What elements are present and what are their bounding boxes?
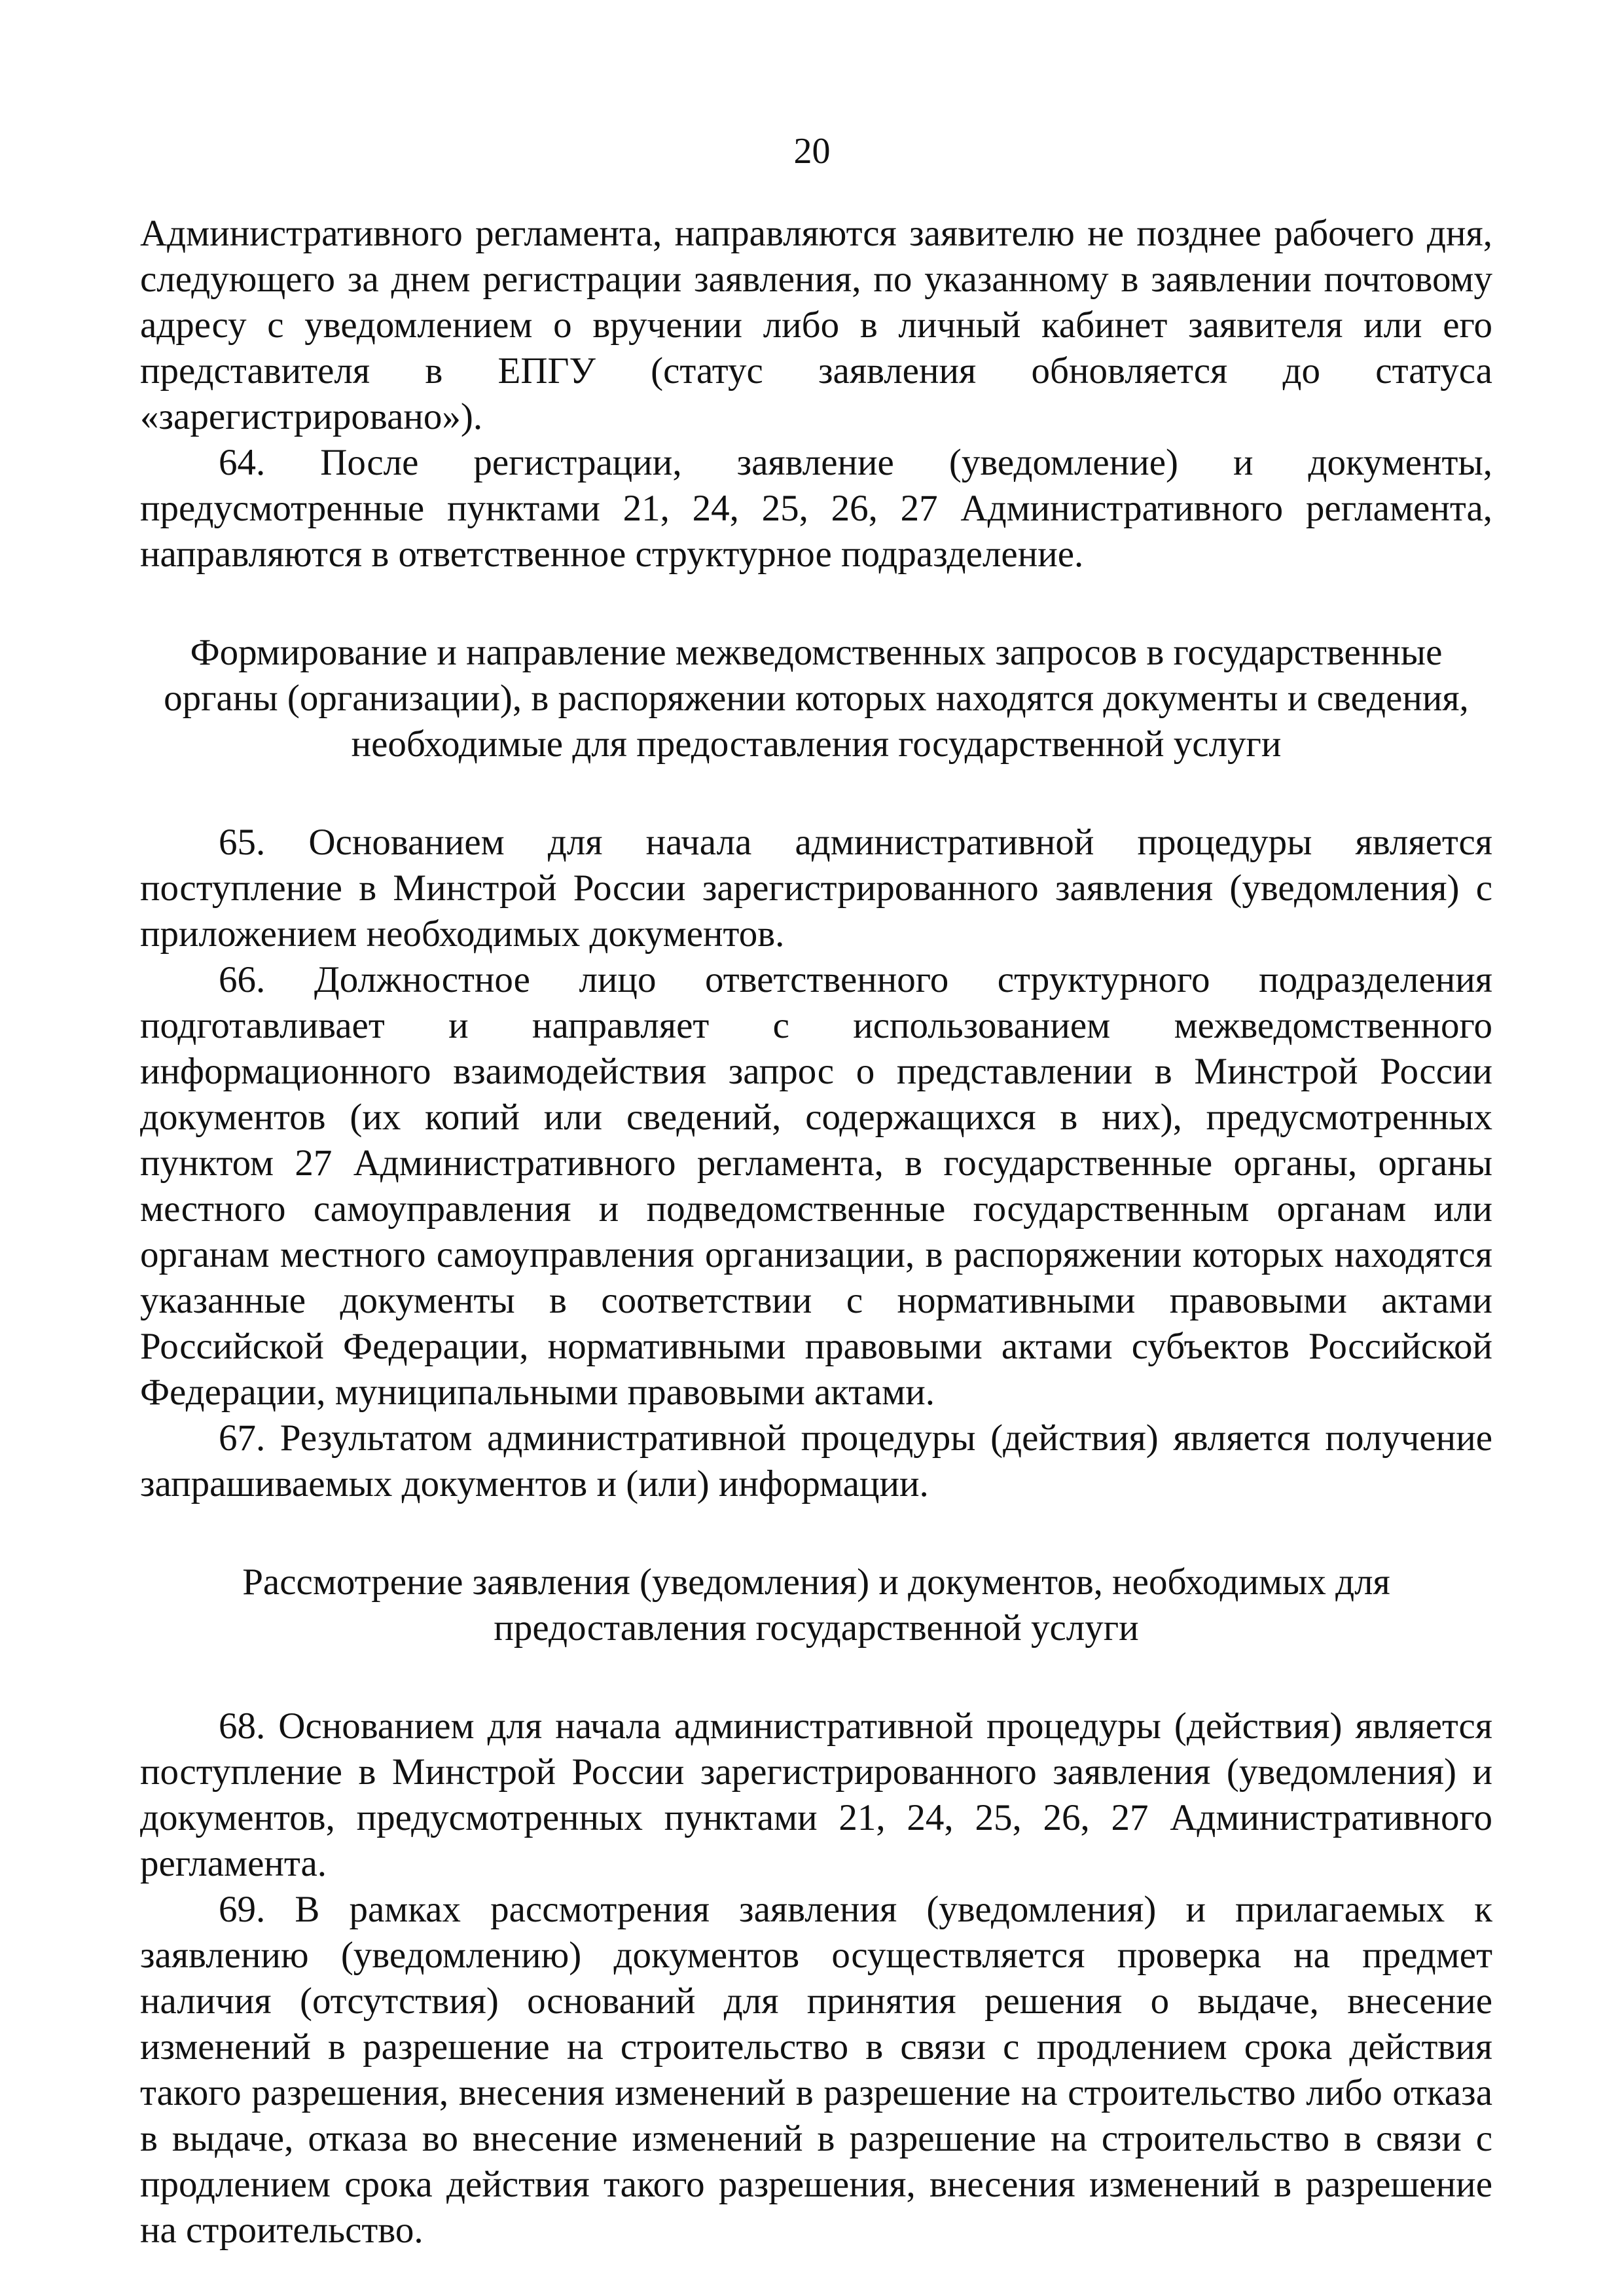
heading-line: Формирование и направление межведомственных запросов в государственные — [190, 632, 1443, 673]
paragraph-66: 66. Должностное лицо ответственного структурного подразделения подготавливает и направляет с использованием межведомственного информационного взаимодействия запрос о представлении в Минстрой России документов (их копий или сведений, содержащихся в них), предусмотренных пунктом 27 Административного регламента, в государственные органы, органы местного самоуправления и подведомственные государственным органам или органам местного самоуправления организации, в распоряжении которых находятся указанные документы в соответствии с нормативными правовыми актами Российской Федерации, нормативными правовыми актами субъектов Российской Федерации, муниципальными правовыми актами. — [140, 959, 1492, 1413]
paragraph-67: 67. Результатом административной процедуры (действия) является получение запрашиваемых документов и (или) информации. — [140, 1417, 1492, 1504]
heading-line: необходимые для предоставления государственной услуги — [351, 723, 1282, 765]
paragraph-65: 65. Основанием для начала административной процедуры является поступление в Минстрой России зарегистрированного заявления (уведомления) с приложением необходимых документов. — [140, 822, 1492, 955]
paragraph-64: 64. После регистрации, заявление (уведомление) и документы, предусмотренные пунктами 21, 24, 25, 26, 27 Административного регламента, направляются в ответственное структурное подразделение. — [140, 442, 1492, 575]
paragraph-68: 68. Основанием для начала административной процедуры (действия) является поступление в Минстрой России зарегистрированного заявления (уведомления) и документов, предусмотренных пунктами 21, 24, 25, 26, 27 Административного регламента. — [140, 1705, 1492, 1884]
heading-line: Рассмотрение заявления (уведомления) и документов, необходимых для — [242, 1561, 1390, 1603]
heading-line: органы (организации), в распоряжении которых находятся документы и сведения, — [164, 678, 1469, 719]
paragraph-63-continuation: Административного регламента, направляются заявителю не позднее рабочего дня, следующего за днем регистрации заявления, по указанному в заявлении почтовому адресу с уведомлением о вручении либо в личный кабинет заявителя или его представителя в ЕПГУ (статус заявления обновляется до статуса «зарегистрировано»). — [140, 213, 1492, 437]
section-heading-interagency-requests — [140, 630, 1492, 767]
document-body — [140, 211, 1492, 2253]
page-number: 20 — [793, 131, 831, 172]
section-heading-application-review — [140, 1559, 1492, 1651]
heading-line: предоставления государственной услуги — [494, 1607, 1139, 1649]
paragraph-69: 69. В рамках рассмотрения заявления (уведомления) и прилагаемых к заявлению (уведомлению) документов осуществляется проверка на предмет наличия (отсутствия) оснований для принятия решения о выдаче, внесение изменений в разрешение на строительство в связи с продлением срока действия такого разрешения, внесения изменений в разрешение на строительство либо отказа в выдаче, отказа во внесение изменений в разрешение на строительство в связи с продлением срока действия такого разрешения, внесения изменений в разрешение на строительство. — [140, 1889, 1492, 2251]
